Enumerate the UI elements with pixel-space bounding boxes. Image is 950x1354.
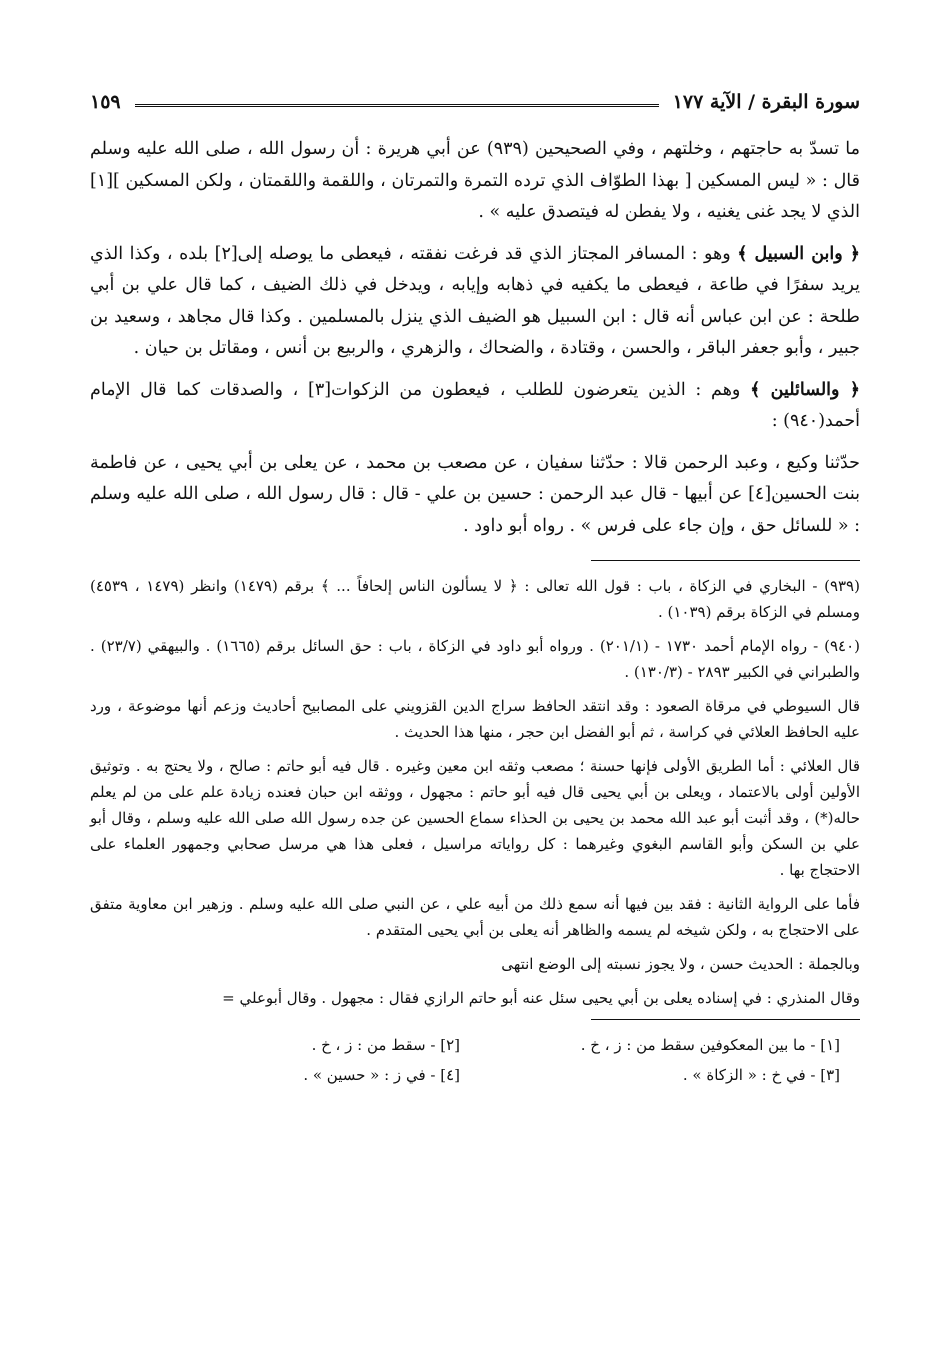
variant-note-3: [٣] - في خ : « الزكاة » .: [682, 1066, 840, 1084]
footnote-939: (٩٣٩) - البخاري في الزكاة ، باب : قول الله تعالى : ﴿ لا يسألون الناس إلحافاً ... ﴾ برقم (١٤٧٩) وانظر (١٤٧٩ ، ٤٥٣٩) ومسلم في الزكاة برقم (١٠٣٩) .: [90, 577, 860, 621]
term-sailin: ﴿ والسائلين ﴾: [750, 379, 860, 400]
paragraph-ibn-sabil-text: وهو : المسافر المجتاز الذي قد فرغت نفقته ، فيعطى ما يوصله إلى[٢] بلده ، وكذا الذي يريد سفرًا في طاعة ، فيعطى ما يكفيه في ذهابه وإيابه ، ويدخل في ذلك الضيف ، كما قال علي بن أبي طلحة : عن ابن عباس أنه قال : ابن السبيل هو الضيف الذي ينزل بالمسلمين . وكذا قال مجاهد ، وسعيد بن جبير ، وأبو جعفر الباقر ، والحسن ، وقتادة ، والضحاك ، والزهري ، والربيع بن أنس ، ومقاتل بن حيان .: [90, 243, 860, 358]
footnote-separator: [591, 560, 861, 561]
variant-separator: [591, 1019, 861, 1020]
footnote-conclusion: وبالجملة : الحديث حسن ، ولا يجوز نسبته إلى الوضع انتهى: [501, 955, 860, 973]
variant-note-4: [٤] - في ز : « حسين » .: [303, 1066, 460, 1084]
term-ibn-sabil: ﴿ وابن السبيل ﴾: [737, 243, 860, 264]
variant-note-1: [١] - ما بين المعكوفين سقط من : ز ، خ .: [580, 1036, 840, 1054]
paragraph-hadith: حدّثنا وكيع ، وعبد الرحمن قالا : حدّثنا سفيان ، عن مصعب بن محمد ، عن يعلى بن أبي يحيى ، عن فاطمة بنت الحسين[٤] عن أبيها - قال عبد الرحمن : حسين بن علي - قال : قال رسول الله ، صلى الله عليه وسلم : « للسائل حق ، وإن جاء على فرس » . رواه أبو داود .: [90, 452, 860, 536]
variant-notes: [90, 1032, 860, 1088]
footnote-second-narration: فأما على الرواية الثانية : فقد بين فيها أنه سمع ذلك من أبيه علي ، عن النبي صلى الله عليه وسلم . وزهير ابن معاوية متفق على الاحتجاج به ، ولكن شيخه لم يسمه والظاهر أنه يعلى بن أبي يحيى المتقدم .: [90, 895, 860, 939]
footnotes: [90, 573, 860, 1011]
page-header: [90, 84, 860, 120]
main-text: [90, 134, 860, 542]
paragraph-sailin: [90, 375, 860, 438]
paragraph-sailin-text: وهم : الذين يتعرضون للطلب ، فيعطون من الزكوات[٣] ، والصدقات كما قال الإمام أحمد(٩٤٠) :: [90, 379, 860, 431]
page: [90, 84, 860, 1088]
variant-note-2: [٢] - سقط من : ز ، خ .: [311, 1036, 460, 1054]
footnote-940: (٩٤٠) - رواه الإمام أحمد ١٧٣٠ - (٢٠١/١) . ورواه أبو داود في الزكاة ، باب : حق السائل برقم (١٦٦٥) . والبيهقي (٢٣/٧) . والطبراني في الكبير ٢٨٩٣ - (١٣٠/٣) .: [90, 637, 860, 681]
surah-title: سورة البقرة / الآية ١٧٧: [672, 91, 860, 113]
paragraph-ibn-sabil: [90, 239, 860, 365]
page-number: ١٥٩: [90, 91, 121, 113]
header-rule: [135, 104, 659, 107]
footnote-suyuti: قال السيوطي في مرقاة الصعود : وقد انتقد الحافظ سراج الدين القزويني على المصابيح أحاديث وزعم أنها موضوعة ، ورد عليه الحافظ العلائي في كراسة ، ثم أبو الفضل ابن حجر ، منها هذا الحديث .: [90, 697, 860, 741]
footnote-alai: قال العلائي : أما الطريق الأولى فإنها حسنة ؛ مصعب وثقه ابن معين وغيره . قال فيه أبو حاتم : صالح ، ولا يحتج به . وتوثيق الأولين أولى بالاعتماد ، ويعلى بن أبي يحيى قال فيه أبو حاتم : مجهول ، ووثقه ابن حبان فعنده زيادة علم على من لم يعلم حاله(*) ، وقد أثبت أبو عبد الله محمد بن يحيى بن الحذاء سماع الحسين عن جده رسول الله صلى الله عليه وسلم ، وقال أبو علي بن السكن وأبو القاسم البغوي وغيرهما : كل رواياته مراسيل ، فعلى هذا هي مرسل صحابي وجمهور العلماء على الاحتجاج بها .: [90, 757, 860, 879]
paragraph-miskin: ما تسدّ به حاجتهم ، وخلتهم ، وفي الصحيحين (٩٣٩) عن أبي هريرة : أن رسول الله ، صلى الله عليه وسلم قال : « ليس المسكين [ بهذا الطوّاف الذي ترده التمرة والتمرتان ، واللقمة واللقمتان ، ولكن المسكين ][١] الذي لا يجد غنى يغنيه ، ولا يفطن له فيتصدق عليه » .: [90, 139, 860, 222]
footnote-mundhiri: وقال المنذري : في إسناده يعلى بن أبي يحيى سئل عنه أبو حاتم الرازي فقال : مجهول . وقال أبوعلي =: [222, 989, 860, 1007]
